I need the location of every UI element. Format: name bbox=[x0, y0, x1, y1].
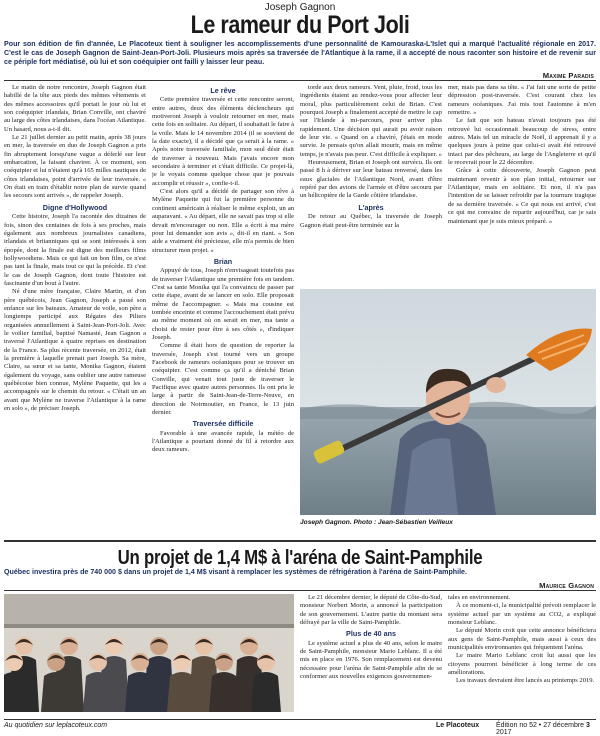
person-body bbox=[125, 672, 155, 712]
section-heading: Le rêve bbox=[210, 86, 236, 95]
person-body bbox=[41, 672, 71, 712]
paragraph: De retour au Québec, la traversée de Joseph Gagnon était peut-être terminée sur la bbox=[300, 213, 442, 229]
paragraph: Appuyé de tous, Joseph n'envisageait toutefois pas de traverser l'Atlantique une première fois en tandem. C'est sa tante Monika qui l'a convaincu de passer par cette étape, avant de se lancer en solo. Elle proposait même de l'accompagner. « Mais ma cousine est tombée enceinte et comme l'accouchement était prévu au même moment où on serait en mer, ma tante a choisi de rester pour être à ses côtés », d'indiquer Joseph. bbox=[152, 267, 294, 341]
paragraph: Le 21 décembre dernier, le député de Côte-du-Sud, monsieur Norbert Morin, a annoncé la participation de son gouvernement. L'autre partie du montant sera défrayé par la ville de Saint-Pamphile. bbox=[300, 594, 442, 627]
paragraph: À ce moment-ci, la municipalité prévoit remplacer le système actuel par un système au CO2, a expliqué monsieur Leblanc. bbox=[448, 602, 596, 627]
group-photo bbox=[4, 594, 294, 712]
person-body bbox=[251, 672, 281, 712]
paragraph: Le maire Mario Leblanc croit lui aussi que les citoyens pourront bénéficier à long terme de ces améliorations. bbox=[448, 652, 596, 677]
section-heading: Digne d'Hollywood bbox=[42, 202, 108, 212]
paragraph: Grâce à cette découverte, Joseph Gagnon peut maintenant revenir à son plan initial, retourner sur l'Atlantique, mais en solitaire. Et non, il n'a pas l'intention de se laisser refroidir par la tournure tragique de sa dernière traversée. « Ce qui nous est arrivé, c'est ce qui me convainc de repartir aujourd'hui, car je sais maintenant que je suis mieux préparé. » bbox=[448, 167, 596, 225]
paragraph: C'est alors qu'il a décidé de partager son rêve à Mylène Paquette qui fut la première personne du continent américain à réaliser le même exploit, un an auparavant. « Au départ, elle ne savait pas trop si elle devait m'encourager ou non. Elle a écrit à ma mère pour lui demander son avis », dit-il en riant. « Son aide a vraiment été précieuse, elle m'a permis de bien structurer mon projet. » bbox=[152, 188, 294, 254]
article2-lede: Québec investira près de 740 000 $ dans un projet de 1,4 M$ visant à remplacer les systèmes de réfrigération à l'aréna de Saint-Pamphile. bbox=[4, 568, 467, 576]
section-heading: Traversée difficile bbox=[192, 419, 254, 429]
paragraph: Le système actuel a plus de 40 ans, selon le maire de Saint-Pamphile, monsieur Mario Leblanc. Il a été mis en place en 1976. Son remplacement est devenu nécessaire pour l'aréna de Saint-Pamphile afin de se conformer aux nouvelles exigences gouvernemen- bbox=[300, 639, 442, 681]
section-heading: Plus de 40 ans bbox=[346, 629, 396, 639]
article-column-2 bbox=[152, 84, 294, 536]
paragraph: tales en environnement. bbox=[448, 594, 511, 601]
section-heading: L'après bbox=[358, 202, 384, 212]
article-divider bbox=[4, 540, 596, 542]
article-column-3 bbox=[300, 84, 442, 284]
article2-column-1 bbox=[300, 594, 442, 716]
rower-photo-illustration bbox=[300, 289, 596, 515]
article-column-1 bbox=[4, 84, 146, 536]
section-heading: Brian bbox=[213, 256, 233, 266]
article-byline: Maxime Paradis bbox=[542, 71, 594, 80]
paragraph: Heureusement, Brian et Joseph ont survécu. Ils ont passé 8 h à dériver sur leur bateau renversé, dans les eaux glaciales de l'Atlantique Nord, avant d'être repéré par des avions de l'armée et d'être secouru par un hélicoptère de la Garde côtière irlandaise. bbox=[300, 159, 442, 200]
footer-website[interactable]: Au quotidien sur leplacoteux.com bbox=[4, 722, 108, 729]
paragraph: Cette première traversée et cette rencontre seront, entre autres, deux des éléments déclencheurs qui motiveront Joseph à vouloir retourner en mer, mais cette fois en solitaire. Au départ, il souhaitait le faire à la voile. Mais le 14 novembre 2014 (il se souvient de la date exacte), il a décidé que ça serait à la rame. « Après notre traversée familiale, mon seul désir était de traverser à nouveau. Mais j'avais encore mon secondaire à terminer et c'était difficile. Ce projet-là, je le voyais comme quelque chose que je pouvais accomplir et réussir », confie-t-il. bbox=[152, 96, 294, 187]
paragraph: Favorable à une avancée rapide, la météo de l'Atlantique a pourtant donné du fil à retordre aux deux rameurs. bbox=[152, 429, 294, 454]
paragraph: Cette histoire, Joseph l'a racontée des dizaines de fois, sinon des centaines de fois à ses proches, mais également aux nombreux journalistes canadiens, irlandais et britanniques qui se sont intéressés à son épopée, dont la finale est digne des meilleurs films hollywoodiens. Mais ce qui fait un bon film, ce n'est pas tant la finale, mais tout ce qui la précède. Et c'est le cas de Joseph Gagnon, dont toute l'histoire est fascinante d'un bout à l'autre. bbox=[4, 213, 146, 287]
footer-brand: Le Placoteux bbox=[436, 722, 480, 729]
paragraph: Le député Morin croit que cette annonce bénéficiera aux gens de Saint-Pamphile, mais aussi à ceux des municipalités environnantes qui fréquentent l'aréna. bbox=[448, 627, 596, 652]
article2-column-2 bbox=[448, 594, 596, 716]
footer-page-number: 3 bbox=[586, 722, 590, 729]
article-headline: Le rameur du Port Joli bbox=[190, 11, 410, 39]
article-kicker: Joseph Gagnon bbox=[264, 2, 336, 13]
paragraph: Le matin de notre rencontre, Joseph Gagnon était habillé de la tête aux pieds des mêmes vêtements et des mêmes accessoires qu'il portait le jour où lui et son coéquipier irlandais, Brian Conville, ont chaviré au large des côtes irlandaises, dans l'océan Atlantique. Un hasard, nous a-t-il dit. bbox=[4, 84, 146, 133]
person-body bbox=[209, 672, 239, 712]
paragraph: Le 21 juillet dernier au petit matin, après 38 jours en mer, la traversée en duo de Joseph Gagnon a pris fin abruptement lorsqu'une vague a déferlé sur leur embarcation, la faisant chavirer. À ce moment, son coéquipier et lui n'étaient qu'à 165 milles nautiques de côtes irlandaises, point d'arrivée de leur traversée. « On était en train d'établir notre plan de survie quand les secours sont arrivés », de rappeler Joseph. bbox=[4, 134, 146, 200]
footer-edition: Édition no 52 • 27 décembre 2017 bbox=[496, 722, 585, 736]
article-lede: Pour son édition de fin d'année, Le Placoteux tient à souligner les accomplissements d'une personnalité de Kamouraska-L'Islet qui a marqué l'actualité régionale en 2017. C'est le cas de Joseph Gagnon de Saint-Jean-Port-Joli. Plusieurs mois après sa traversée de l'Atlantique à la rame, il a accepté de nous raconter son histoire et de revenir sur ce périple fort médiatisé, où lui et son coéquipier ont failli y laisser leur peau. bbox=[4, 40, 596, 66]
divider bbox=[4, 590, 596, 591]
article-column-4 bbox=[448, 84, 596, 284]
paragraph: Les travaux devraient être lancés au printemps 2019. bbox=[456, 677, 595, 685]
paragraph: Né d'une mère française, Claire Martin, et d'un père québécois, Jean Gagnon, Joseph a passé son enfance sur les bateaux. Amateur de voile, son père a longtemps participé aux Régates des Piliers organisées annuellement à Saint-Jean-Port-Joli. Avec le voilier familial, baptisé Namasté, Jean Gagnon a traversé l'Atlantique à quatre reprises en destination de la France. Sa plus récente traversée, en 2012, était la première à laquelle prenait part Joseph. Sa mère, Claire, sa sœur et sa tante, Monika Gagnon, étaient également du voyage, sans oublier une autre rameuse québécoise bien connue, Mylène Paquette, qui les a accompagnés sur le chemin du retour. « C'était un an avant que Mylène ne traverse l'Atlantique à la rame en solo », de préciser Joseph. bbox=[4, 288, 146, 413]
article2-headline: Un projet de 1,4 M$ à l'aréna de Saint-Pamphile bbox=[117, 547, 483, 569]
divider bbox=[4, 80, 596, 81]
person-body bbox=[4, 672, 29, 712]
person-body bbox=[83, 672, 113, 712]
footer-rule bbox=[4, 719, 596, 720]
group-photo-illustration bbox=[4, 594, 294, 712]
paragraph: Le fait que son bateau n'avait toujours pas été retrouvé lui occasionnait beaucoup de stress, entre autres. Mais tel un miracle de Noël, il apprenait il y a quelques jours à peine que celui-ci avait été retrouvé intact par des pêcheurs, au large de l'Angleterre et qu'il le recevrait pour le 22 décembre. bbox=[448, 117, 596, 167]
photo-caption: Joseph Gagnon. Photo : Jean-Sébastien Veilleux bbox=[300, 519, 453, 526]
person-body bbox=[167, 672, 197, 712]
paragraph: Comme il était hors de question de reporter la traversée, Joseph s'est tourné vers un groupe Facebook de rameurs océaniques pour se trouver un coéquipier. C'est comme ça qu'il a déniché Brian Conville, qui venait tout juste de traverser le Pacifique avec quatre autres personnes. Ils ont pris le large à partir de Saint-Jean-de-Terre-Neuve, en direction de Noirmoutier, en France, le 13 juin dernier. bbox=[152, 342, 294, 417]
paragraph: mer, mais pas dans sa tête. « J'ai fait une sorte de petite dépression post-traversée. C'est courant chez les rameurs océaniques. J'ai mis tout l'automne à m'en remettre. » bbox=[448, 84, 596, 117]
paragraph: torde aux deux rameurs. Vent, pluie, froid, tous les ingrédients étaient au rendez-vous pour affecter leur moral, plus particulièrement celui de Brian. C'est pourquoi Joseph a finalement accepté de mettre le cap sur l'Irlande à mi-parcours, pour arriver plus rapidement. Une décision qui aurait pu avoir raison de leur vie. « Quand on a chaviré, j'étais en mode survie. Je pensais qu'on allait mourir, mais en même temps, je n'avais pas peur. C'est difficile à expliquer. » bbox=[300, 84, 442, 158]
article2-byline: Maurice Gagnon bbox=[539, 581, 594, 590]
rower-photo bbox=[300, 289, 596, 515]
